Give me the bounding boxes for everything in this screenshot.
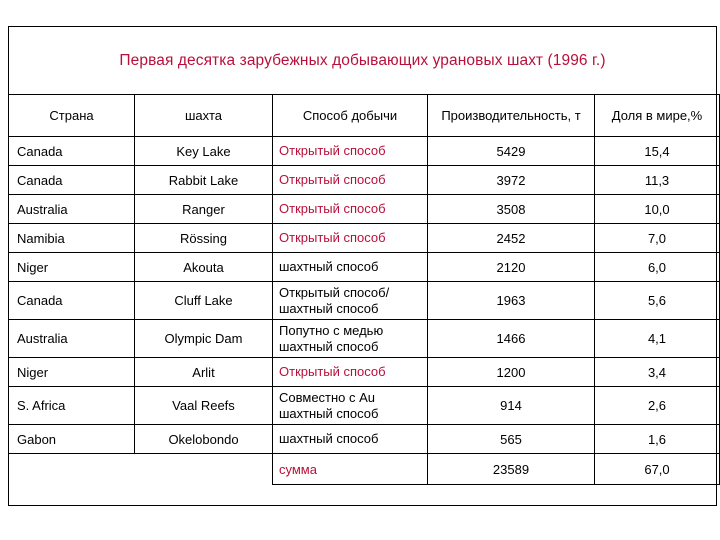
page-title: Первая десятка зарубежных добывающих урановых шахт (1996 г.) <box>119 52 606 69</box>
cell-method: Открытый способ <box>273 166 428 195</box>
cell-country: Canada <box>9 282 135 320</box>
cell-output: 5429 <box>428 137 595 166</box>
cell-method: Открытый способ <box>273 224 428 253</box>
cell-share: 15,4 <box>595 137 720 166</box>
cell-country: Niger <box>9 253 135 282</box>
cell-method: шахтный способ <box>273 253 428 282</box>
total-row <box>9 454 720 485</box>
table-row <box>9 195 720 224</box>
cell-mine: Okelobondo <box>135 425 273 454</box>
cell-share: 5,6 <box>595 282 720 320</box>
method-line-2: шахтный способ <box>279 405 379 421</box>
cell-mine: Vaal Reefs <box>135 387 273 425</box>
cell-method <box>273 282 428 320</box>
cell-output: 1963 <box>428 282 595 320</box>
cell-mine: Cluff Lake <box>135 282 273 320</box>
method-line-2: шахтный способ <box>279 300 379 316</box>
cell-share: 2,6 <box>595 387 720 425</box>
table-row <box>9 425 720 454</box>
header-method: Способ добычи <box>273 95 428 137</box>
header-output: Производительность, т <box>428 95 595 137</box>
cell-output: 3508 <box>428 195 595 224</box>
cell-method <box>273 387 428 425</box>
table-row <box>9 320 720 358</box>
cell-mine: Rabbit Lake <box>135 166 273 195</box>
cell-output: 1200 <box>428 358 595 387</box>
table-row <box>9 282 720 320</box>
table-row <box>9 137 720 166</box>
table-row <box>9 166 720 195</box>
cell-mine: Arlit <box>135 358 273 387</box>
cell-method: Открытый способ <box>273 195 428 224</box>
cell-country: Namibia <box>9 224 135 253</box>
cell-mine: Rössing <box>135 224 273 253</box>
cell-country: S. Africa <box>9 387 135 425</box>
cell-mine: Ranger <box>135 195 273 224</box>
uranium-mines-table <box>8 94 720 485</box>
table-row <box>9 224 720 253</box>
total-output: 23589 <box>428 454 595 485</box>
total-label: сумма <box>273 454 428 485</box>
cell-share: 1,6 <box>595 425 720 454</box>
cell-method <box>273 320 428 358</box>
cell-share: 4,1 <box>595 320 720 358</box>
cell-output: 1466 <box>428 320 595 358</box>
table-row <box>9 358 720 387</box>
method-line-1: Совместно с Au <box>279 389 376 405</box>
cell-country: Niger <box>9 358 135 387</box>
method-line-2: шахтный способ <box>279 338 379 354</box>
method-line-1: Открытый способ/ <box>279 284 390 300</box>
cell-share: 6,0 <box>595 253 720 282</box>
cell-output: 914 <box>428 387 595 425</box>
cell-method: шахтный способ <box>273 425 428 454</box>
cell-share: 10,0 <box>595 195 720 224</box>
cell-output: 565 <box>428 425 595 454</box>
cell-share: 3,4 <box>595 358 720 387</box>
header-share: Доля в мире,% <box>595 95 720 137</box>
cell-share: 11,3 <box>595 166 720 195</box>
table-row <box>9 387 720 425</box>
table-row <box>9 253 720 282</box>
total-blank <box>9 454 273 485</box>
cell-country: Canada <box>9 137 135 166</box>
cell-country: Canada <box>9 166 135 195</box>
cell-share: 7,0 <box>595 224 720 253</box>
cell-output: 3972 <box>428 166 595 195</box>
total-share: 67,0 <box>595 454 720 485</box>
cell-country: Australia <box>9 320 135 358</box>
header-country: Страна <box>9 95 135 137</box>
method-line-1: Попутно с медью <box>279 322 384 338</box>
cell-output: 2120 <box>428 253 595 282</box>
cell-country: Australia <box>9 195 135 224</box>
cell-method: Открытый способ <box>273 137 428 166</box>
cell-mine: Key Lake <box>135 137 273 166</box>
cell-method: Открытый способ <box>273 358 428 387</box>
table-header-row <box>9 95 720 137</box>
cell-mine: Akouta <box>135 253 273 282</box>
cell-output: 2452 <box>428 224 595 253</box>
cell-country: Gabon <box>9 425 135 454</box>
header-mine: шахта <box>135 95 273 137</box>
cell-mine: Olympic Dam <box>135 320 273 358</box>
